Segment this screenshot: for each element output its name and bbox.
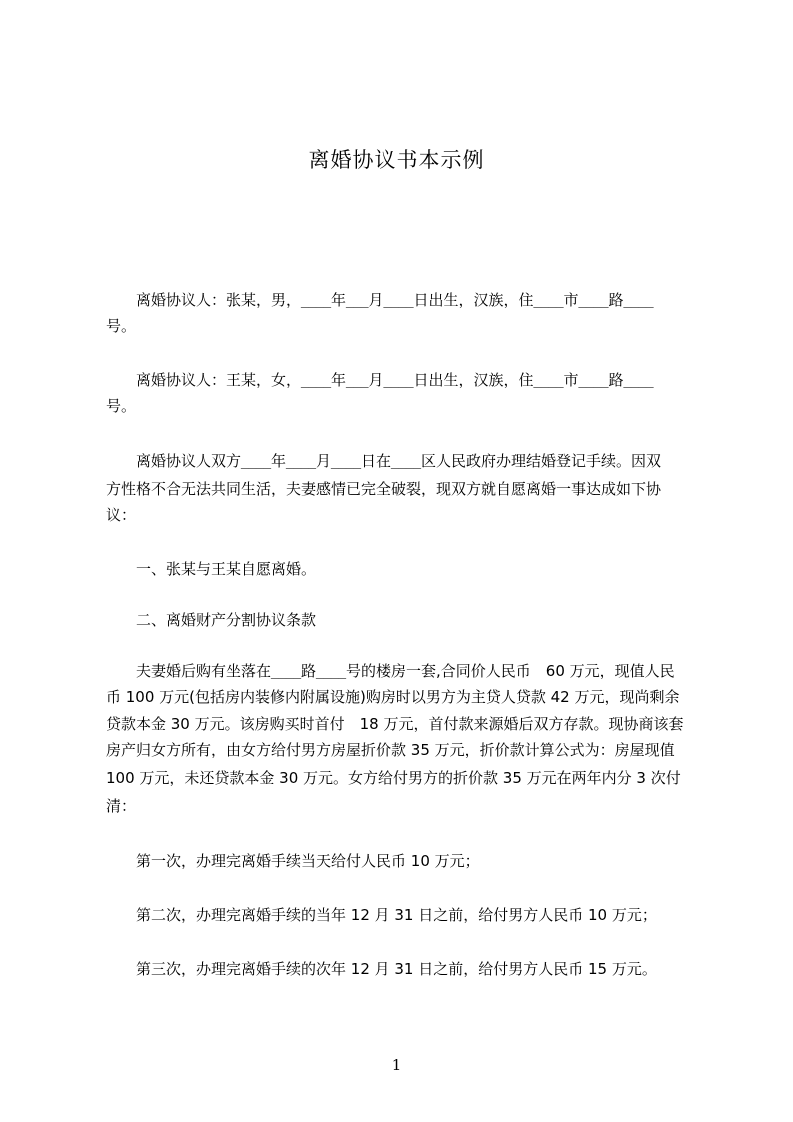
text-line: 第三次，办理完离婚手续的次年 12 月 31 日之前，给付男方人民币 15 万元。 [106, 961, 657, 977]
text-line: 币 100 万元(包括房内装修内附属设施)购房时以男方为主贷人贷款 42 万元，现尚剩余 [106, 689, 680, 705]
document-title: 离婚协议书本示例 [308, 148, 485, 172]
text-line: 号。 [106, 398, 137, 414]
text-line: 二、离婚财产分割协议条款 [106, 612, 317, 628]
text-line: 清： [106, 798, 137, 814]
text-line: 房产归女方所有，由女方给付男方房屋折价款 35 万元，折价款计算公式为：房屋现值 [106, 742, 675, 758]
text-line: 议： [106, 507, 137, 523]
page-number: 1 [391, 1056, 402, 1074]
text-line: 夫妻婚后购有坐落在____路____号的楼房一套,合同价人民币 60 万元，现值人民 [106, 663, 675, 679]
text-line: 号。 [106, 318, 137, 334]
text-line: 100 万元，未还贷款本金 30 万元。女方给付男方的折价款 35 万元在两年内分 3 次付 [106, 770, 681, 786]
text-line: 贷款本金 30 万元。该房购买时首付 18 万元，首付款来源婚后双方存款。现协商该套 [106, 716, 684, 732]
text-line: 离婚协议人：张某，男，____年___月____日出生，汉族，住____市____路____ [106, 292, 654, 308]
text-line: 离婚协议人：王某，女，____年___月____日出生，汉族，住____市____路____ [106, 372, 654, 388]
text-line: 第二次，办理完离婚手续的当年 12 月 31 日之前，给付男方人民币 10 万元； [106, 907, 657, 923]
text-line: 离婚协议人双方____年____月____日在____区人民政府办理结婚登记手续。因双 [106, 453, 662, 469]
text-line: 方性格不合无法共同生活，夫妻感情已完全破裂，现双方就自愿离婚一事达成如下协 [106, 481, 662, 497]
text-line: 一、张某与王某自愿离婚。 [106, 561, 317, 577]
text-line: 第一次，办理完离婚手续当天给付人民币 10 万元； [106, 853, 480, 869]
